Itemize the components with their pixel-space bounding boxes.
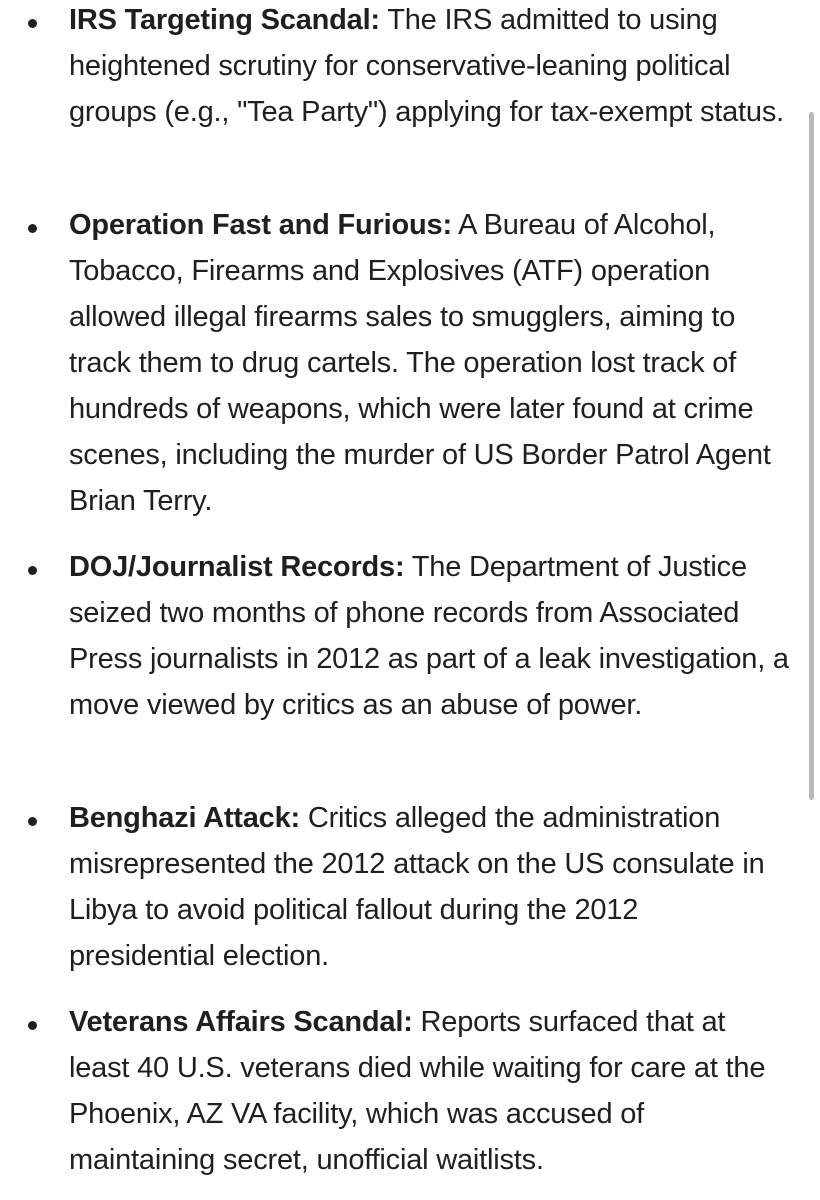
list-item-text [69, 202, 791, 524]
bullet-dot-icon [28, 817, 37, 826]
list-item-body: A Bureau of Alcohol, Tobacco, Firearms and Explosives (ATF) operation allowed illegal firearms sales to smugglers, aiming to track them to drug cartels. The operation lost track of hundreds of weapons, which were later found at crime scenes, including the murder of US Border Patrol Agent Brian Terry. [69, 209, 771, 517]
list-item-body: The IRS admitted to using heightened scrutiny for conservative-leaning political groups (e.g., "Tea Party") applying for tax-exempt status. [69, 4, 784, 128]
list-item-body: Critics alleged the administration misrepresented the 2012 attack on the US consulate in Libya to avoid political fallout during the 2012 presidential election. [69, 802, 765, 972]
scrollbar-thumb[interactable] [809, 112, 814, 800]
bullet-dot-icon [28, 19, 37, 28]
list-item-text [69, 999, 791, 1183]
list-item-title: IRS Targeting Scandal: [69, 4, 380, 36]
bullet-dot-icon [28, 1021, 37, 1030]
list-item-body: Reports surfaced that at least 40 U.S. veterans died while waiting for care at the Phoenix, AZ VA facility, which was accused of maintaining secret, unofficial waitlists. [69, 1006, 766, 1176]
bullet-dot-icon [28, 566, 37, 575]
list-item-title: Operation Fast and Furious: [69, 209, 452, 241]
list-item-title: Veterans Affairs Scandal: [69, 1006, 413, 1038]
list-item-title: DOJ/Journalist Records: [69, 551, 405, 583]
vertical-scrollbar[interactable] [808, 0, 816, 1200]
list-item-text [69, 0, 791, 135]
bullet-dot-icon [28, 224, 37, 233]
list-item-body: The Department of Justice seized two months of phone records from Associated Press journalists in 2012 as part of a leak investigation, a move viewed by critics as an abuse of power. [69, 551, 789, 721]
list-item-text [69, 544, 791, 728]
list-item-title: Benghazi Attack: [69, 802, 300, 834]
list-item-text [69, 795, 791, 979]
